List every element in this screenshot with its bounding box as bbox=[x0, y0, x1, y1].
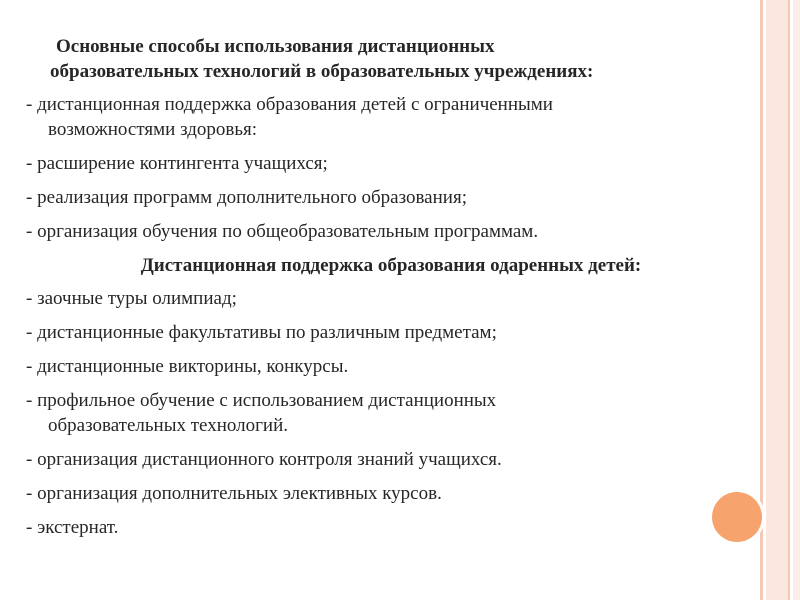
list-item-text: - дистанционная поддержка образования детей с ограниченными bbox=[26, 94, 553, 115]
list-item bbox=[26, 286, 756, 311]
list-item bbox=[26, 388, 756, 438]
border-edge bbox=[793, 0, 800, 600]
list-item-text: - организация дистанционного контроля знаний учащихся. bbox=[26, 449, 502, 470]
border-band bbox=[766, 0, 788, 600]
section-2-heading: Дистанционная поддержка образования одаренных детей: bbox=[140, 255, 642, 276]
list-item-continuation: возможностями здоровья: bbox=[48, 119, 258, 140]
section-1-heading-line-2: образовательных технологий в образовательных учреждениях: bbox=[50, 61, 594, 82]
list-item-text: - дистанционные факультативы по различным предметам; bbox=[26, 322, 497, 343]
list-item bbox=[26, 354, 756, 379]
border-line-right bbox=[788, 0, 790, 600]
section-1-heading-line-1: Основные способы использования дистанционных bbox=[56, 36, 495, 57]
list-item-text: - заочные туры олимпиад; bbox=[26, 288, 237, 309]
slide-content bbox=[26, 34, 756, 549]
list-item bbox=[26, 320, 756, 345]
list-item-text: - расширение контингента учащихся; bbox=[26, 153, 328, 174]
list-item bbox=[26, 185, 756, 210]
list-item bbox=[26, 92, 756, 142]
section-1-heading bbox=[26, 34, 756, 84]
list-item-text: - реализация программ дополнительного образования; bbox=[26, 187, 467, 208]
list-item bbox=[26, 515, 756, 540]
list-item-text: - экстернат. bbox=[26, 517, 119, 538]
list-item-continuation: образовательных технологий. bbox=[48, 415, 288, 436]
list-item-text: - организация обучения по общеобразовательным программам. bbox=[26, 221, 539, 242]
list-item bbox=[26, 447, 756, 472]
list-item bbox=[26, 219, 756, 244]
list-item-text: - профильное обучение с использованием дистанционных bbox=[26, 390, 497, 411]
list-item bbox=[26, 151, 756, 176]
list-item-text: - организация дополнительных элективных курсов. bbox=[26, 483, 442, 504]
list-item-text: - дистанционные викторины, конкурсы. bbox=[26, 356, 349, 377]
list-item bbox=[26, 481, 756, 506]
